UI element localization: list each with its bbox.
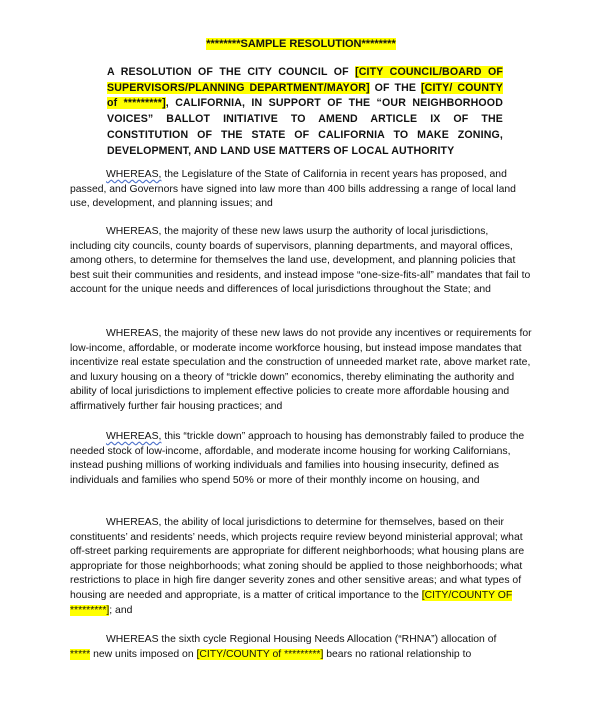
- whereas-text: ; and: [109, 604, 133, 616]
- heading-text: , CALIFORNIA, IN SUPPORT OF THE “OUR NEIGHBORHOOD VOICES” BALLOT INITIATIVE TO AMEND ARTICLE IX OF THE CONSTITUTION OF THE STATE OF CALIFORNIA TO MAKE ZONING, DEVELOPMENT, AND LAND USE MATTERS OF LOCAL AUTHORITY: [107, 97, 503, 157]
- whereas-text: WHEREAS, the majority of these new laws do not provide any incentives or requirements for low-income, affordable, or moderate income workforce housing, but instead impose mandates that incentivize real estate speculation and the construction of unneeded market rate, above market rate, and luxury housing on a theory of “trickle down” economics, thereby eliminating the authority and ability of local jurisdictions to implement effective policies to create more affordable housing and affirmatively further fair housing practices; and: [70, 328, 532, 412]
- whereas-text: WHEREAS, the majority of these new laws usurp the authority of local jurisdictions, including city councils, county boards of supervisors, planning departments, and mayoral offices, among others, to determine for themselves the land use, development, and planning policies that best suit their communities and residents, and instead impose “one-size-fits-all” mandates that fail to account for the unique needs and differences of local jurisdictions throughout the State; and: [70, 226, 531, 296]
- whereas-lead: WHEREAS,: [106, 169, 162, 180]
- heading-text: A RESOLUTION OF THE CITY COUNCIL OF: [107, 66, 356, 78]
- whereas-clause-6: [70, 633, 532, 662]
- whereas-text: the Legislature of the State of California in recent years has proposed, and passed, and Governors have signed into law more than 400 bills addressing a range of local land use, development, and planning issues; and: [70, 169, 516, 210]
- whereas-text: WHEREAS the sixth cycle Regional Housing Needs Allocation (“RHNA”) allocation of: [106, 634, 497, 645]
- whereas-clause-1: [70, 168, 532, 212]
- resolution-heading: [107, 65, 503, 159]
- heading-text: OF THE: [369, 81, 421, 94]
- heading-placeholder-body: [CITY COUNCIL/BOARD OF SUPERVISORS/PLANNING DEPARTMENT/MAYOR]: [107, 66, 503, 94]
- whereas-clause-3: [70, 327, 532, 415]
- whereas-text: bears no rational relationship to: [323, 648, 472, 660]
- whereas-text: new units imposed on: [90, 648, 197, 660]
- placeholder-city-county: [CITY/COUNTY of *********]: [196, 648, 324, 660]
- placeholder-unit-count: *****: [70, 648, 91, 660]
- whereas-text: this “trickle down” approach to housing has demonstrably failed to produce the needed stock of low-income, affordable, and moderate income housing for working Californians, instead pushing millions of working individuals and families into housing insecurity, defined as individuals and families who spend 50% or more of their monthly income on housing, and: [70, 431, 525, 486]
- heading-placeholder-city: [CITY/ COUNTY of *********]: [107, 81, 503, 110]
- whereas-text: WHEREAS, the ability of local jurisdictions to determine for themselves, based on their constituents’ and residents’ needs, which projects require review beyond ministerial approval; what off-street parking requirements are appropriate for different neighborhoods; what housing plans are appropriate for those neighborhoods; what zoning should be applied to those neighborhoods; what restrictions to place in high fire danger severity zones and other sensitive areas; and what types of housing are needed and appropriate, is a matter of critical importance to the: [70, 517, 525, 601]
- whereas-clause-5: [70, 516, 532, 618]
- whereas-clause-2: [70, 225, 532, 298]
- whereas-lead: WHEREAS,: [106, 431, 162, 442]
- document-title: [0, 37, 602, 51]
- sample-resolution-banner: ********SAMPLE RESOLUTION********: [206, 38, 396, 50]
- placeholder-city-county: [CITY/COUNTY OF *********]: [70, 589, 513, 616]
- whereas-clause-4: [70, 430, 532, 488]
